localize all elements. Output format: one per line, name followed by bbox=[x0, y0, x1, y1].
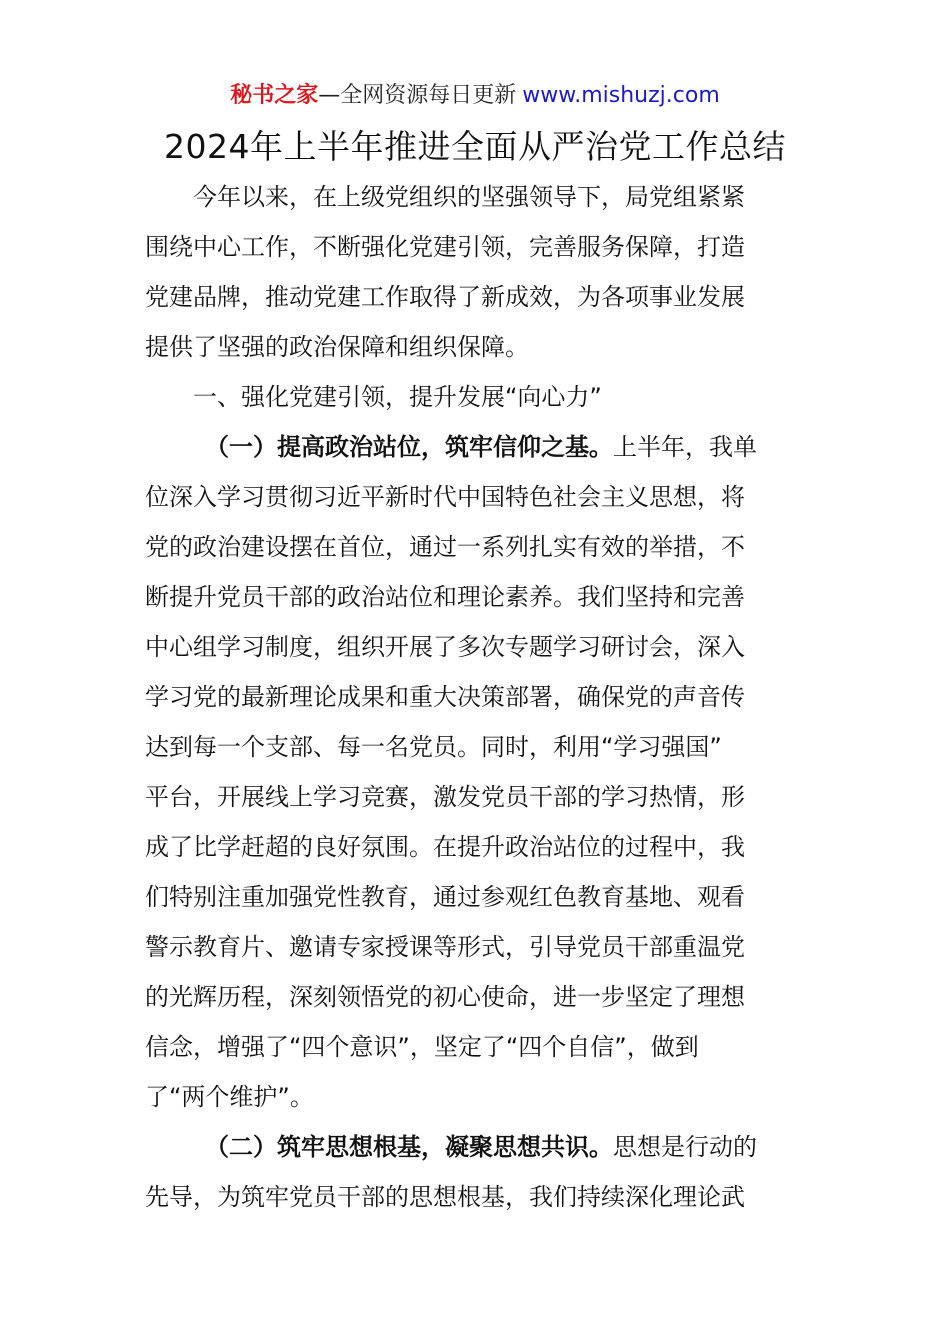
paragraph-line: 围绕中心工作，不断强化党建引领，完善服务保障，打造 bbox=[145, 233, 745, 261]
paragraph-line: 平台，开展线上学习竞赛，激发党员干部的学习热情，形 bbox=[145, 783, 745, 811]
paragraph-line: 了“两个维护”。 bbox=[145, 1083, 314, 1111]
paragraph-line: 成了比学赶超的良好氛围。在提升政治站位的过程中，我 bbox=[145, 833, 745, 861]
banner-slogan: 全网资源每日更新 bbox=[340, 83, 517, 108]
paragraph-line: 先导，为筑牢党员干部的思想根基，我们持续深化理论武 bbox=[145, 1183, 745, 1211]
paragraph-line: 位深入学习贯彻习近平新时代中国特色社会主义思想，将 bbox=[145, 483, 745, 511]
paragraph-line bbox=[145, 422, 793, 472]
paragraph-line: 的光辉历程，深刻领悟党的初心使命，进一步坚定了理想 bbox=[145, 983, 745, 1011]
site-url-link[interactable]: www.mishuzj.com bbox=[522, 83, 720, 108]
intro-paragraph bbox=[145, 172, 793, 372]
paragraph-line: 警示教育片、邀请专家授课等形式，引导党员干部重温党 bbox=[145, 933, 745, 961]
document-body bbox=[145, 172, 793, 1222]
subsection-2-heading: （二）筑牢思想根基，凝聚思想共识。 bbox=[205, 1133, 613, 1161]
subsection-2-paragraph bbox=[145, 1122, 793, 1222]
brand-name: 秘书之家 bbox=[230, 83, 319, 108]
paragraph-line: 断提升党员干部的政治站位和理论素养。我们坚持和完善 bbox=[145, 583, 745, 611]
subsection-1-paragraph bbox=[145, 422, 793, 1122]
subsection-1-heading: （一）提高政治站位，筑牢信仰之基。 bbox=[205, 433, 613, 461]
paragraph-line: 中心组学习制度，组织开展了多次专题学习研讨会，深入 bbox=[145, 633, 745, 661]
section-heading: 一、强化党建引领，提升发展“向心力” bbox=[193, 383, 602, 411]
paragraph-line: 学习党的最新理论成果和重大决策部署，确保党的声音传 bbox=[145, 683, 745, 711]
paragraph-line: 提供了坚强的政治保障和组织保障。 bbox=[145, 333, 529, 361]
paragraph-text: 上半年，我单 bbox=[613, 433, 757, 461]
site-banner bbox=[0, 80, 950, 112]
banner-dash: — bbox=[318, 83, 341, 108]
paragraph-line: 党建品牌，推动党建工作取得了新成效，为各项事业发展 bbox=[145, 283, 745, 311]
paragraph-line: 达到每一个支部、每一名党员。同时，利用“学习强国” bbox=[145, 733, 722, 761]
paragraph-line: 今年以来，在上级党组织的坚强领导下，局党组紧紧 bbox=[193, 183, 745, 211]
paragraph-line: 党的政治建设摆在首位，通过一系列扎实有效的举措，不 bbox=[145, 533, 745, 561]
paragraph-line: 们特别注重加强党性教育，通过参观红色教育基地、观看 bbox=[145, 883, 745, 911]
paragraph-text: 思想是行动的 bbox=[613, 1133, 757, 1161]
document-title: 2024年上半年推进全面从严治党工作总结 bbox=[164, 127, 786, 166]
paragraph-line bbox=[145, 1122, 793, 1172]
paragraph-line: 信念，增强了“四个意识”，坚定了“四个自信”，做到 bbox=[145, 1033, 699, 1061]
